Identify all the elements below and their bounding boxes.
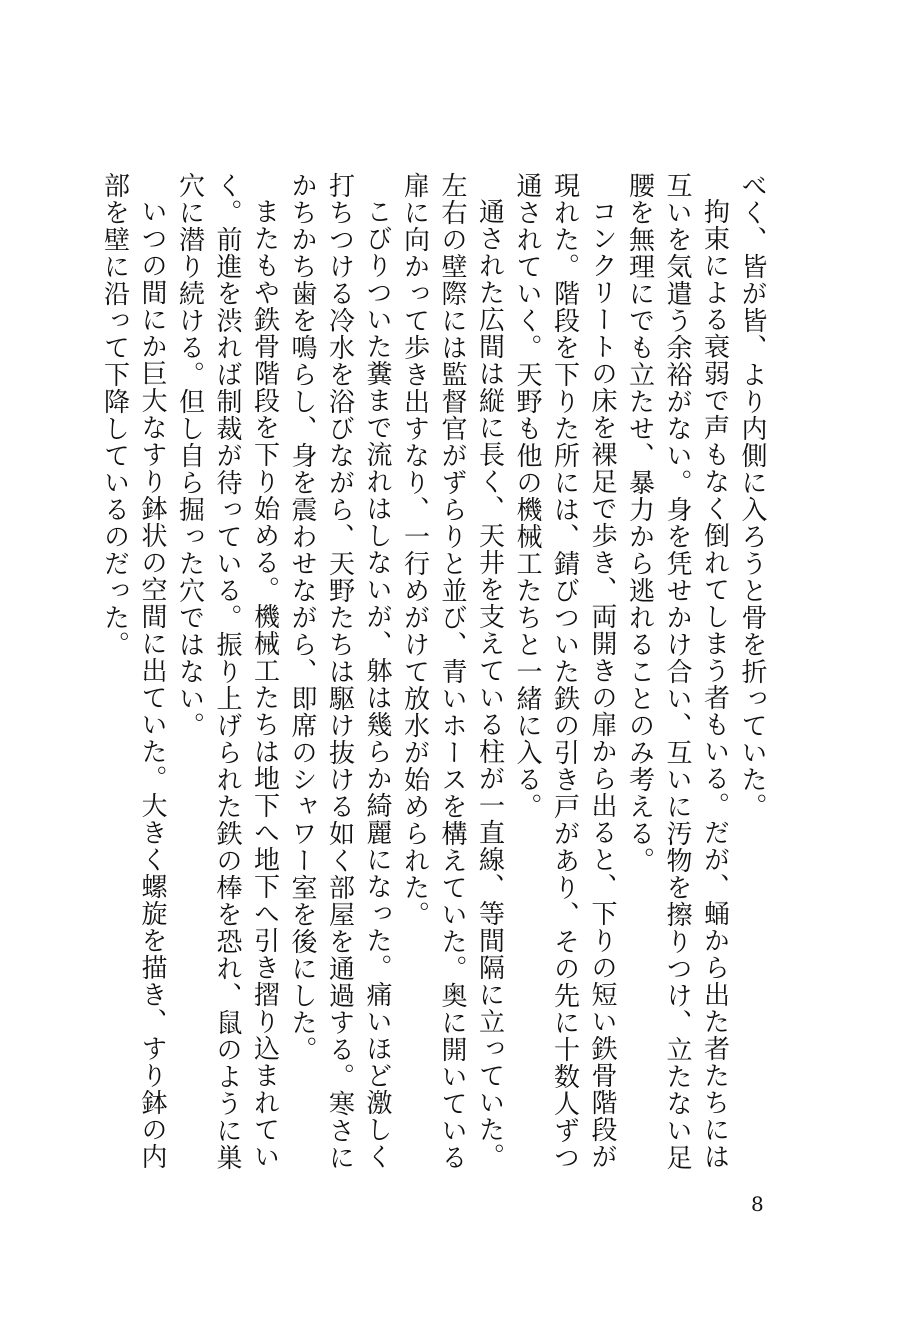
paragraph-5: こびりついた糞まで流れはしないが、躰は幾らか綺麗になった。痛いほど激しく打ちつける冷水を浴びながら、天野たちは駆け抜ける如く部屋を通過する。寒さにかちかち歯を鳴らし、身を震わせながら、即席のシャワー室を後にした。 xyxy=(287,172,392,1171)
paragraph-1: べく、皆が皆、より内側に入ろうと骨を折っていた。 xyxy=(737,172,767,820)
paragraph-6: またもや鉄骨階段を下り始める。機械工たちは地下へ地下へ引き摺り込まれていく。前進を渋れば制裁が待っている。振り上げられた鉄の棒を恐れ、鼠のように巣穴に潜り続ける。但し自ら掘った穴ではない。 xyxy=(174,172,280,1171)
paragraph-7: いつの間にか巨大なすり鉢状の空間に出ていた。大きく螺旋を描き、すり鉢の内部を壁に沿って下降しているのだった。 xyxy=(99,172,167,1170)
paragraph-2: 拘束による衰弱で声もなく倒れてしまう者もいる。だが、蛹から出た者たちには互いを気遣う余裕がない。身を凭せかけ合い、互いに汚物を擦りつけ、立たない足腰を無理にでも立たせ、暴力から逃れることのみ考える。 xyxy=(624,172,730,1171)
paragraph-4: 通された広間は縦に長く、天井を支えている柱が一直線、等間隔に立っていた。左右の壁際には監督官がずらりと並び、青いホースを構えていた。奥に開いている扉に向かって歩き出すなり、一行めがけて放水が始められた。 xyxy=(399,172,505,1171)
paragraph-3: コンクリートの床を裸足で歩き、両開きの扉から出ると、下りの短い鉄骨階段が現れた。階段を下りた所には、錆びついた鉄の引き戸があり、その先に十数人ずつ通されていく。天野も他の機械工たちと一緒に入る。 xyxy=(512,172,617,1171)
body-text xyxy=(99,172,770,1172)
page-number: 8 xyxy=(751,1192,764,1216)
